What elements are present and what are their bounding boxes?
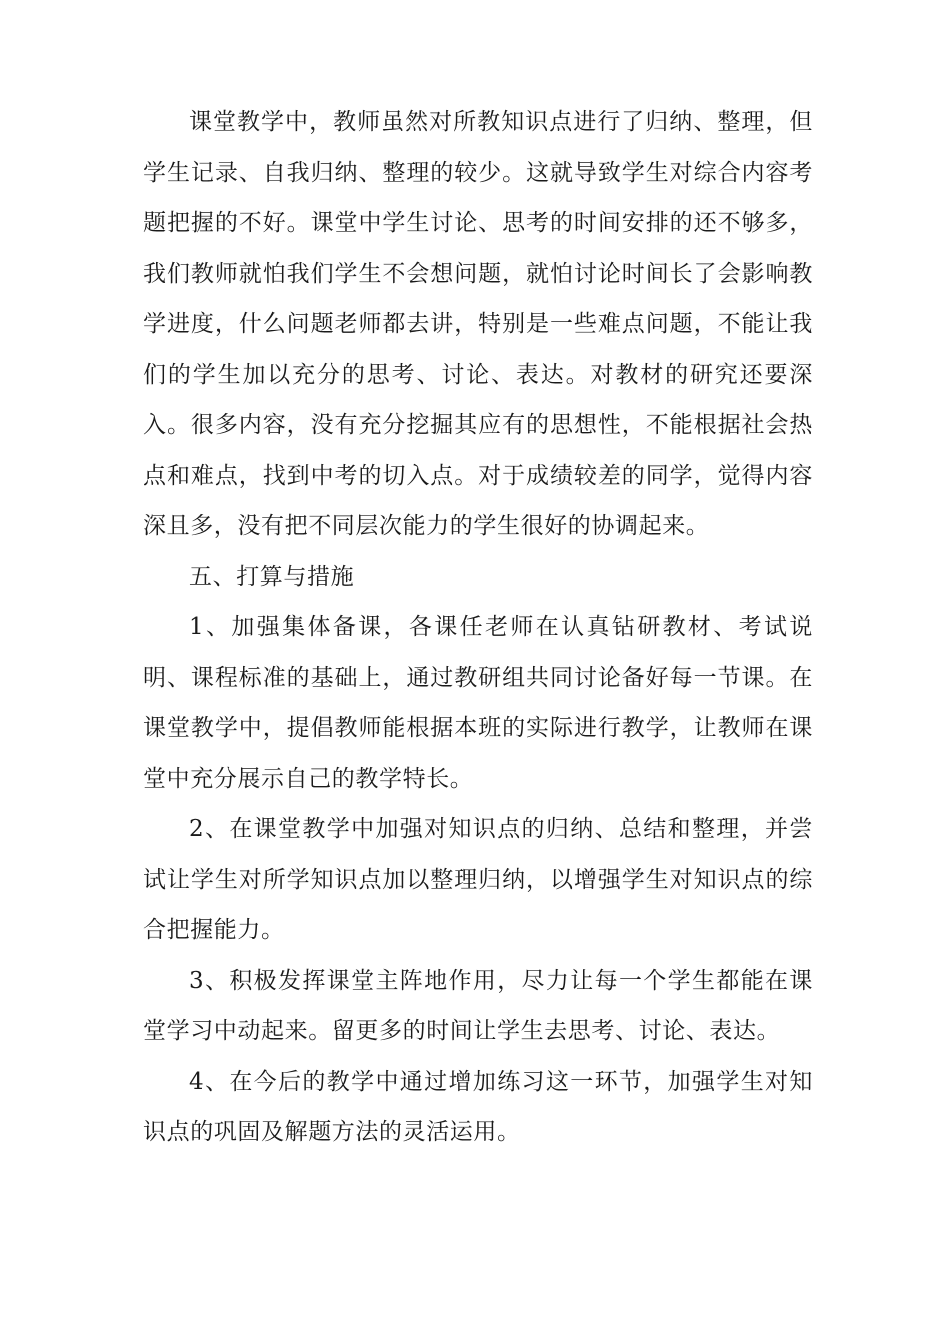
paragraph-measure-1: 1、加强集体备课，各课任老师在认真钻研教材、考试说明、课程标准的基础上，通过教研组共同讨论备好每一节课。在课堂教学中，提倡教师能根据本班的实际进行教学，让教师在课堂中充分展示自己的教学特长。 (143, 614, 813, 792)
section-heading-plans: 五、打算与措施 (189, 563, 355, 590)
paragraph-measure-4: 4、在今后的教学中通过增加练习这一环节，加强学生对知识点的巩固及解题方法的灵活运用。 (143, 1068, 813, 1145)
paragraph-problems: 课堂教学中，教师虽然对所教知识点进行了归纳、整理，但学生记录、自我归纳、整理的较少。这就导致学生对综合内容考题把握的不好。课堂中学生讨论、思考的时间安排的还不够多，我们教师就怕我们学生不会想问题，就怕讨论时间长了会影响教学进度，什么问题老师都去讲，特别是一些难点问题，不能让我们的学生加以充分的思考、讨论、表达。对教材的研究还要深入。很多内容，没有充分挖掘其应有的思想性，不能根据社会热点和难点，找到中考的切入点。对于成绩较差的同学，觉得内容深且多，没有把不同层次能力的学生很好的协调起来。 (143, 109, 813, 539)
document-body (143, 97, 813, 1158)
paragraph-measure-2: 2、在课堂教学中加强对知识点的归纳、总结和整理，并尝试让学生对所学知识点加以整理归纳，以增强学生对知识点的综合把握能力。 (143, 816, 813, 943)
paragraph-measure-3: 3、积极发挥课堂主阵地作用，尽力让每一个学生都能在课堂学习中动起来。留更多的时间让学生去思考、讨论、表达。 (143, 967, 813, 1044)
